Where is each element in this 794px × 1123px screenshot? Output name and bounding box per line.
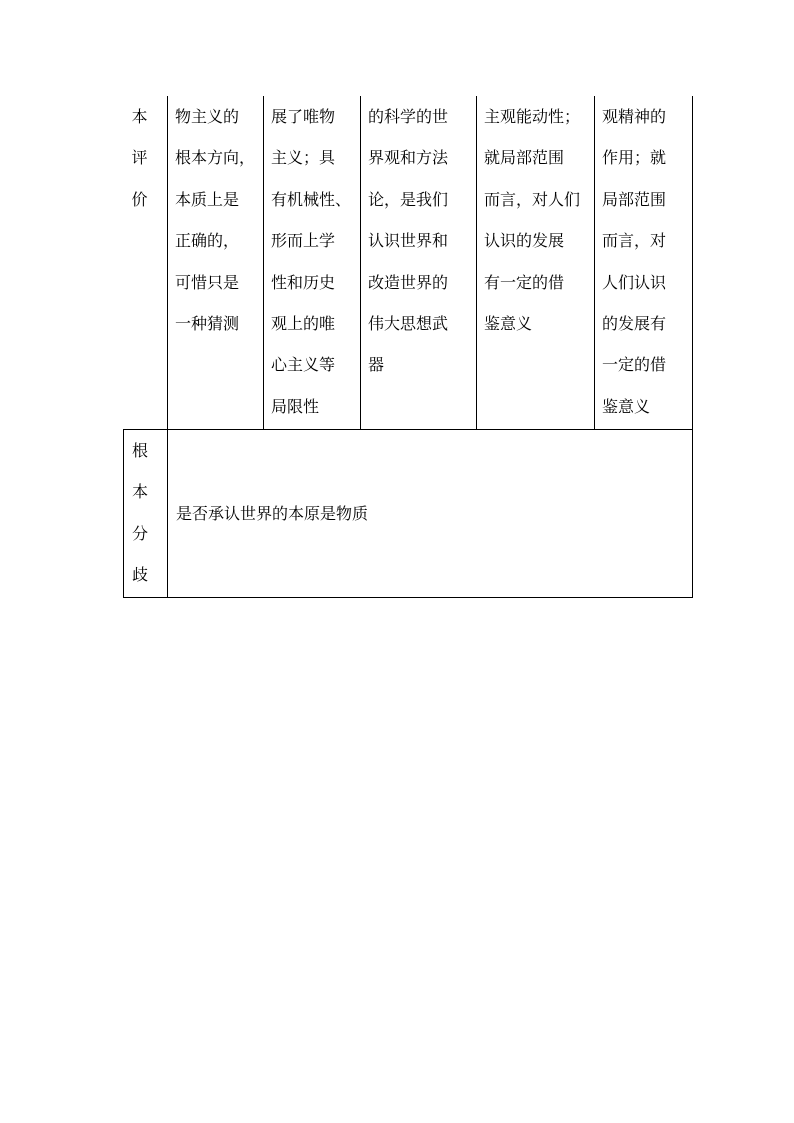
table-row-evaluation [124, 96, 693, 430]
cell-text: 观精神的 作用；就 局部范围 而言，对 人们认识 的发展有 一定的借 鉴意义 [602, 107, 667, 416]
divergence-text: 是否承认世界的本原是物质 [176, 503, 369, 523]
divergence-content-cell [168, 430, 693, 598]
table-cell [264, 96, 361, 430]
cell-text: 展了唯物 主义；具 有机械性、 形而上学 性和历史 观上的唯 心主义等 局限性 [271, 107, 352, 416]
table-cell [361, 96, 477, 430]
table-cell [477, 96, 595, 430]
row-label-evaluation: 本 评 价 [124, 96, 168, 430]
table-cell [595, 96, 693, 430]
philosophy-comparison-table [123, 96, 693, 598]
cell-text: 的科学的世 界观和方法 论，是我们 认识世界和 改造世界的 伟大思想武 器 [368, 107, 449, 375]
table-cell [168, 96, 264, 430]
table-row-divergence [124, 430, 693, 598]
cell-text: 主观能动性； 就局部范围 而言，对人们 认识的发展 有一定的借 鉴意义 [484, 107, 581, 334]
row-label-divergence: 根 本 分 歧 [124, 430, 168, 598]
cell-text: 物主义的 根本方向， 本质上是 正确的， 可惜只是 一种猜测 [175, 107, 256, 334]
